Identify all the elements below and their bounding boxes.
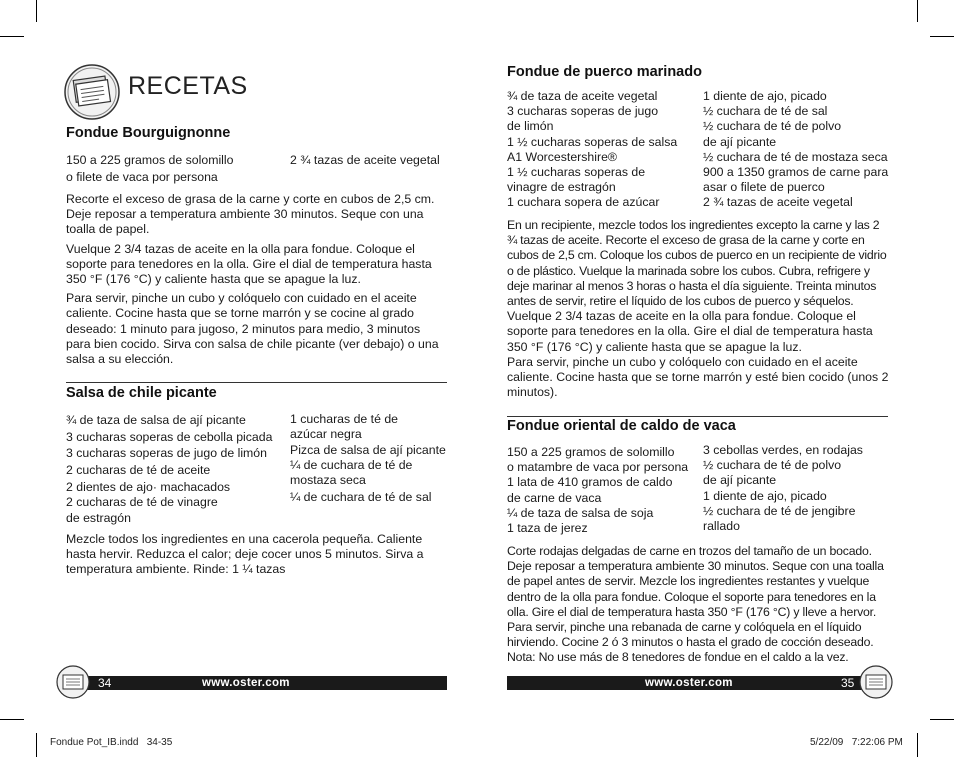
- ingredient: 3 cucharas soperas de cebolla picada: [66, 429, 273, 444]
- crop-mark: [930, 719, 954, 720]
- page-number: 34: [98, 676, 112, 690]
- ingredient: ¼ de cuchara de té de sal: [290, 490, 432, 505]
- ingredient: 2 cucharas de té de vinagre: [66, 494, 218, 509]
- ingredient: asar o filete de puerco: [703, 180, 825, 195]
- ingredient: 900 a 1350 gramos de carne para: [703, 165, 889, 180]
- ingredient: de ají picante: [703, 134, 777, 149]
- ingredient: ½ cuchara de té de mostaza seca: [703, 149, 888, 164]
- ingredient: 1 taza de jerez: [507, 521, 588, 536]
- page-number: 35: [841, 676, 855, 690]
- slug-date: 5/22/09 7:22:06 PM: [810, 737, 903, 748]
- recipe-cards-icon: [64, 64, 120, 120]
- footer-bar-left: [78, 676, 447, 690]
- ingredient: rallado: [703, 519, 740, 534]
- ingredient: ¾ de taza de aceite vegetal: [507, 89, 658, 103]
- ingredient: de limón: [507, 119, 554, 134]
- oriental-ingredients-col1: [507, 445, 702, 536]
- slug-file: Fondue Pot_IB.indd 34-35: [50, 737, 173, 748]
- footer-url[interactable]: www.oster.com: [202, 677, 290, 689]
- ingredient: 1 diente de ajo, picado: [703, 89, 827, 103]
- salsa-ingredients-col1: [66, 412, 291, 527]
- bourguignonne-title: Fondue Bourguignonne: [66, 125, 231, 141]
- salsa-instructions: Mezcle todos los ingredientes en una cacerola pequeña. Caliente hasta hervir. Reduzca el calor; deje cocer unos 5 minutos. Sirva a temperatura ambiente. Rinde: 1 ¼ tazas: [66, 532, 424, 577]
- footer-url[interactable]: www.oster.com: [645, 677, 733, 689]
- crop-mark: [917, 0, 918, 22]
- ingredient: 2 cucharas de té de aceite: [66, 463, 211, 478]
- ingredient: de estragón: [66, 511, 131, 526]
- recipe-card-icon: [56, 665, 90, 699]
- ingredient: azúcar negra: [290, 427, 362, 442]
- salsa-title: Salsa de chile picante: [66, 385, 217, 401]
- ingredient: A1 Worcestershire®: [507, 149, 617, 164]
- paragraph: En un recipiente, mezcle todos los ingredientes excepto la carne y las 2 ¾ tazas de aceite. Recorte el exceso de grasa de la carne y corte en cubos de 2,5 cm. Coloque los cubos de puerco en un recipiente de vidrio o de plástico. Vuelque la marinada sobre los cubos. Cubra, refrigere y deje marinar al menos 3 horas o hasta el día siguiente. Treinta minutos antes de servir, retire el líquido de los cubos de puerco y séquelos.: [507, 218, 887, 309]
- ingredient: o matambre de vaca por persona: [507, 460, 689, 475]
- bourguignonne-instructions: [66, 192, 448, 367]
- ingredient: 150 a 225 gramos de solomillo: [66, 153, 234, 167]
- ingredient: ¾ de taza de salsa de ají picante: [66, 413, 246, 427]
- bourguignonne-ingredients-col1: [66, 152, 286, 186]
- crop-mark: [0, 719, 24, 720]
- salsa-ingredients-col2: [290, 412, 450, 506]
- puerco-title: Fondue de puerco marinado: [507, 64, 702, 80]
- oriental-instructions: Corte rodajas delgadas de carne en trozos del tamaño de un bocado. Deje reposar a temperatura ambiente 30 minutos. Seque con una toalla de papel antes de servir. Mezcle los ingredientes restantes y vuelque dentro de la olla para fondue. Coloque el soporte para tenedores en la olla. Gire el dial de temperatura hasta 350 °F (176 °C) y lleve a hervor. Para servir, pinche una rebanada de carne y colóquela en el líquido hirviendo. Cocine 2 ó 3 minutos o hasta el grado de cocción deseado. Nota: No use más de 8 tenedores de fondue en el caldo a la vez.: [507, 544, 884, 665]
- footer-bar-right: [507, 676, 875, 690]
- crop-mark: [917, 733, 918, 757]
- paragraph: Vuelque 2 3/4 tazas de aceite en la olla para fondue. Coloque el soporte para tenedores en la olla. Gire el dial de temperatura hasta 350 °F (176 °C) y caliente hasta que se apague la luz.: [66, 241, 432, 287]
- ingredient: vinagre de estragón: [507, 180, 616, 195]
- ingredient: 3 cucharas soperas de jugo: [507, 104, 659, 119]
- crop-mark: [36, 733, 37, 757]
- ingredient: 2 ¾ tazas de aceite vegetal: [290, 153, 440, 167]
- ingredient: ½ cuchara de té de sal: [703, 104, 828, 119]
- paragraph: Para servir, pinche un cubo y colóquelo con cuidado en el aceite caliente. Cocine hasta que se torne marrón y se cocine al grado deseado: 1 minuto para jugoso, 2 minutos para medio, 3 minutos para bien cocido. Sirva con salsa de chile picante (ver debajo) o una salsa a su elección.: [66, 291, 439, 367]
- ingredient: 150 a 225 gramos de solomillo: [507, 445, 675, 459]
- ingredient: mostaza seca: [290, 473, 366, 488]
- ingredient: de ají picante: [703, 473, 777, 488]
- ingredient: 1 diente de ajo, picado: [703, 488, 827, 503]
- section-divider: [507, 416, 888, 417]
- paragraph: Recorte el exceso de grasa de la carne y corte en cubos de 2,5 cm. Deje reposar a temperatura ambiente 30 minutos. Seque con una toalla de papel.: [66, 192, 435, 237]
- ingredient: 2 dientes de ajo· machacados: [66, 479, 231, 494]
- ingredient: 2 ¾ tazas de aceite vegetal: [703, 195, 853, 210]
- ingredient: ¼ de taza de salsa de soja: [507, 505, 654, 520]
- puerco-instructions: [507, 218, 889, 400]
- oriental-ingredients-col2: [703, 443, 893, 534]
- ingredient: 1 lata de 410 gramos de caldo: [507, 475, 673, 490]
- recipe-card-icon: [859, 665, 893, 699]
- ingredient: 1 ½ cucharas soperas de salsa: [507, 134, 678, 149]
- paragraph: Vuelque 2 3/4 tazas de aceite en la olla para fondue. Coloque el soporte para tenedores en la olla. Gire el dial de temperatura hasta 350 °F (176 °C) y caliente hasta que se apague la luz.: [507, 309, 873, 354]
- ingredient: o filete de vaca por persona: [66, 170, 218, 184]
- section-divider: [66, 382, 447, 383]
- ingredient: ½ cuchara de té de polvo: [703, 458, 842, 473]
- ingredient: ½ cuchara de té de jengibre: [703, 503, 856, 518]
- ingredient: 3 cebollas verdes, en rodajas: [703, 443, 863, 457]
- puerco-ingredients-col2: [703, 89, 893, 211]
- puerco-ingredients-col1: [507, 89, 702, 211]
- paragraph: Para servir, pinche un cubo y colóquelo con cuidado en el aceite caliente. Cocine hasta que se torne marrón y esté bien cocido (unos 2 minutos).: [507, 354, 889, 400]
- page-title: RECETAS: [128, 72, 248, 100]
- ingredient: ¼ de cuchara de té de: [290, 457, 413, 472]
- ingredient: 1 cucharas de té de: [290, 412, 399, 426]
- ingredient: 3 cucharas soperas de jugo de limón: [66, 446, 267, 461]
- ingredient: ½ cuchara de té de polvo: [703, 119, 842, 134]
- crop-mark: [0, 36, 24, 37]
- bourguignonne-ingredients-col2: [290, 152, 450, 169]
- oriental-title: Fondue oriental de caldo de vaca: [507, 418, 736, 434]
- ingredient: Pizca de salsa de ají picante: [290, 442, 446, 457]
- crop-mark: [930, 36, 954, 37]
- ingredient: 1 ½ cucharas soperas de: [507, 165, 646, 180]
- crop-mark: [36, 0, 37, 22]
- ingredient: 1 cuchara sopera de azúcar: [507, 195, 660, 210]
- ingredient: de carne de vaca: [507, 490, 602, 505]
